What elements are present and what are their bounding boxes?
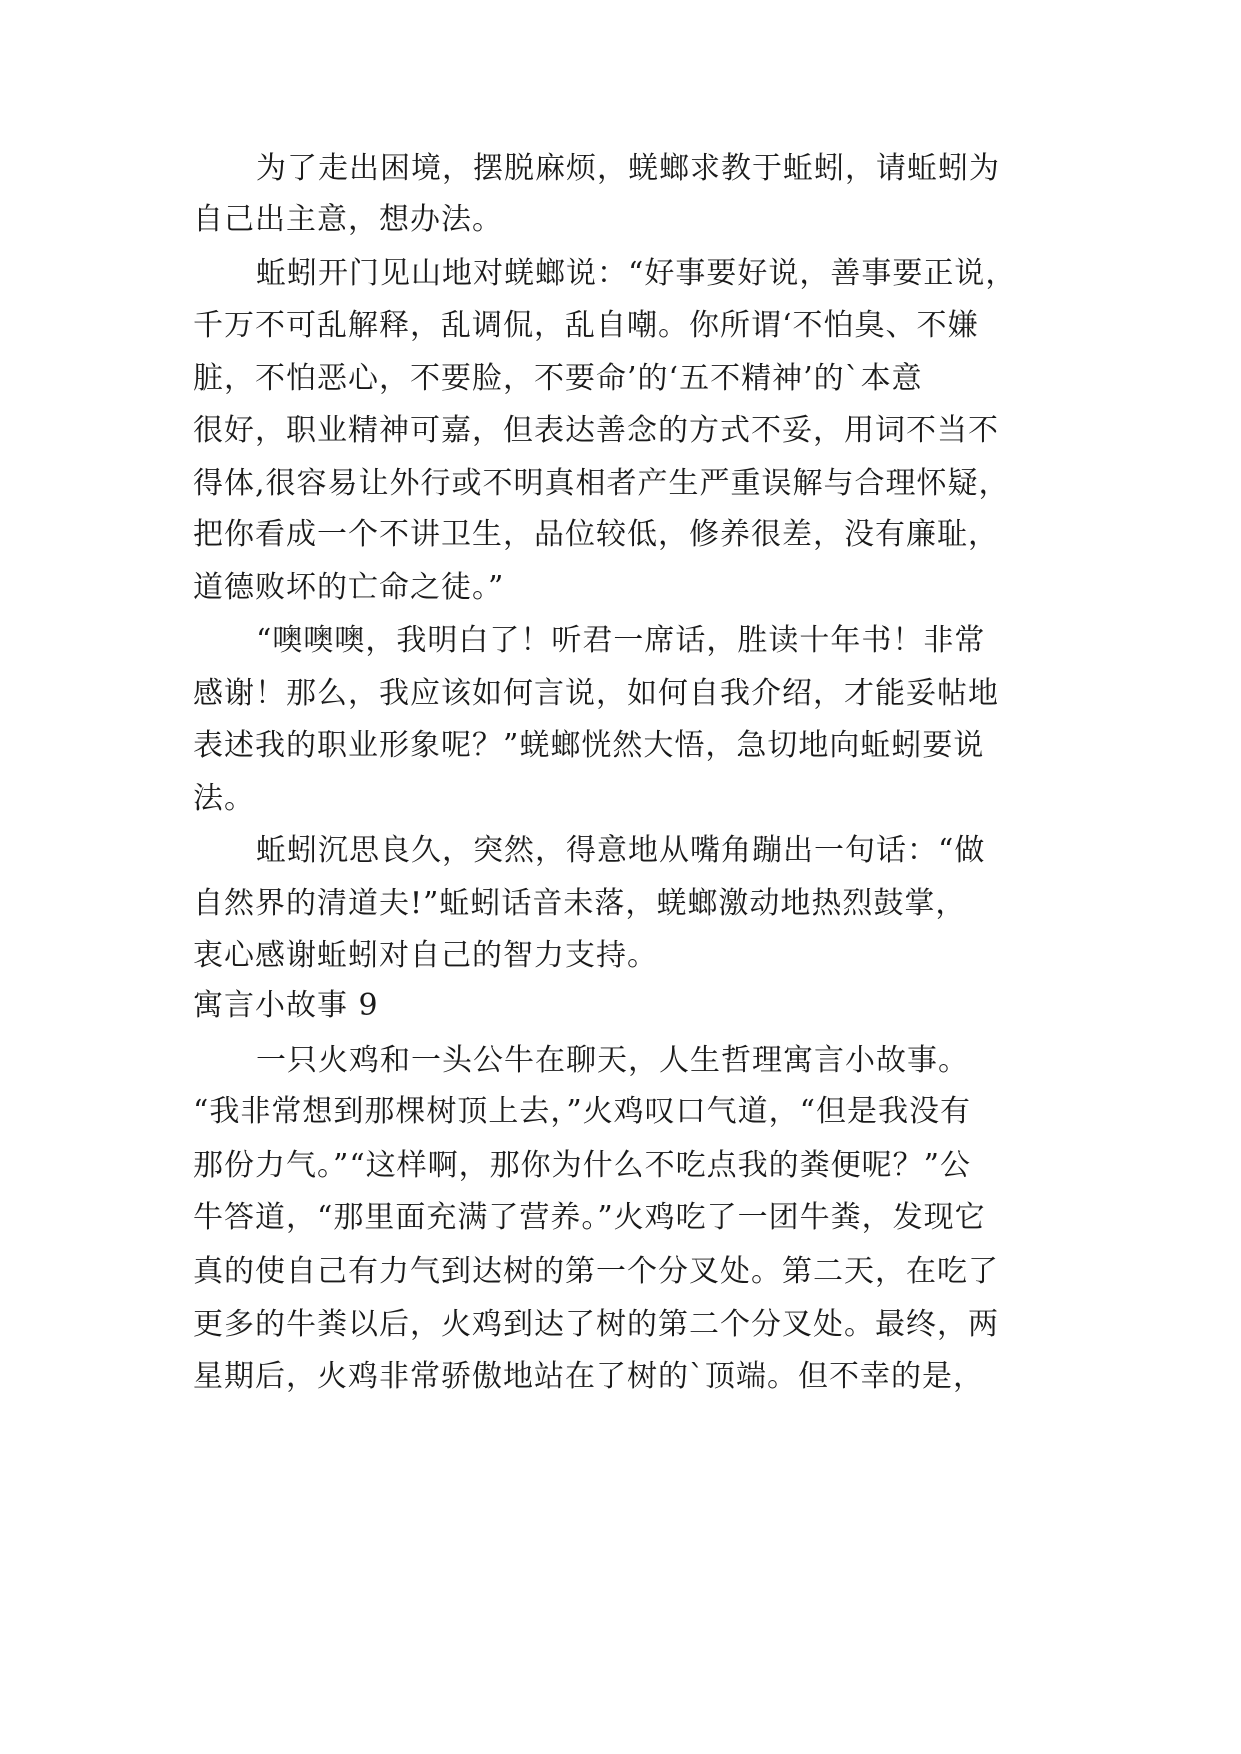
paragraph-line: 很好，职业精神可嘉，但表达善念的方式不妥，用词不当不	[193, 413, 999, 448]
paragraph-line: 千万不可乱解释，乱调侃，乱自嘲。你所谓‘不怕臭、不嫌	[193, 308, 979, 343]
section-heading: 寓言小故事 9	[193, 988, 379, 1023]
paragraph-line: 蚯蚓沉思良久，突然，得意地从嘴角蹦出一句话：“做	[256, 833, 986, 868]
paragraph-line: 那份力气。”“这样啊，那你为什么不吃点我的粪便呢？”公	[193, 1148, 972, 1183]
paragraph-line: 道德败坏的亡命之徒。”	[193, 570, 505, 605]
paragraph-line: 自己出主意，想办法。	[193, 202, 503, 237]
paragraph-line: 法。	[193, 781, 255, 816]
paragraph-line: 表述我的职业形象呢？”蜣螂恍然大悟，急切地向蚯蚓要说	[193, 728, 985, 763]
paragraph-line: 更多的牛粪以后，火鸡到达了树的第二个分叉处。最终，两	[193, 1307, 999, 1342]
paragraph-line: 感谢！那么，我应该如何言说，如何自我介绍，才能妥帖地	[193, 676, 999, 711]
paragraph-line: 为了走出困境，摆脱麻烦，蜣螂求教于蚯蚓，请蚯蚓为	[256, 151, 1000, 186]
paragraph-line: 蚯蚓开门见山地对蜣螂说：“好事要好说，善事要正说，	[256, 256, 1017, 291]
paragraph-line: 脏，不怕恶心，不要脸，不要命’的‘五不精神’的`本意	[193, 361, 923, 396]
paragraph-line: “我非常想到那棵树顶上去，”火鸡叹口气道，“但是我没有	[193, 1094, 972, 1129]
paragraph-line: 把你看成一个不讲卫生，品位较低，修养很差，没有廉耻，	[193, 517, 999, 552]
paragraph-line: 得体,很容易让外行或不明真相者产生严重误解与合理怀疑，	[193, 466, 1010, 501]
paragraph-line: “噢噢噢，我明白了！听君一席话，胜读十年书！非常	[256, 623, 986, 658]
paragraph-line: 真的使自己有力气到达树的第一个分叉处。第二天，在吃了	[193, 1254, 999, 1289]
paragraph-line: 牛答道，“那里面充满了营养。”火鸡吃了一团牛粪，发现它	[193, 1200, 986, 1235]
paragraph-line: 自然界的清道夫!”蚯蚓话音未落，蜣螂激动地热烈鼓掌，	[193, 886, 967, 921]
paragraph-line: 星期后，火鸡非常骄傲地站在了树的`顶端。但不幸的是，	[193, 1359, 984, 1394]
paragraph-line: 衷心感谢蚯蚓对自己的智力支持。	[193, 938, 658, 973]
paragraph-line: 一只火鸡和一头公牛在聊天，人生哲理寓言小故事。	[256, 1043, 969, 1078]
